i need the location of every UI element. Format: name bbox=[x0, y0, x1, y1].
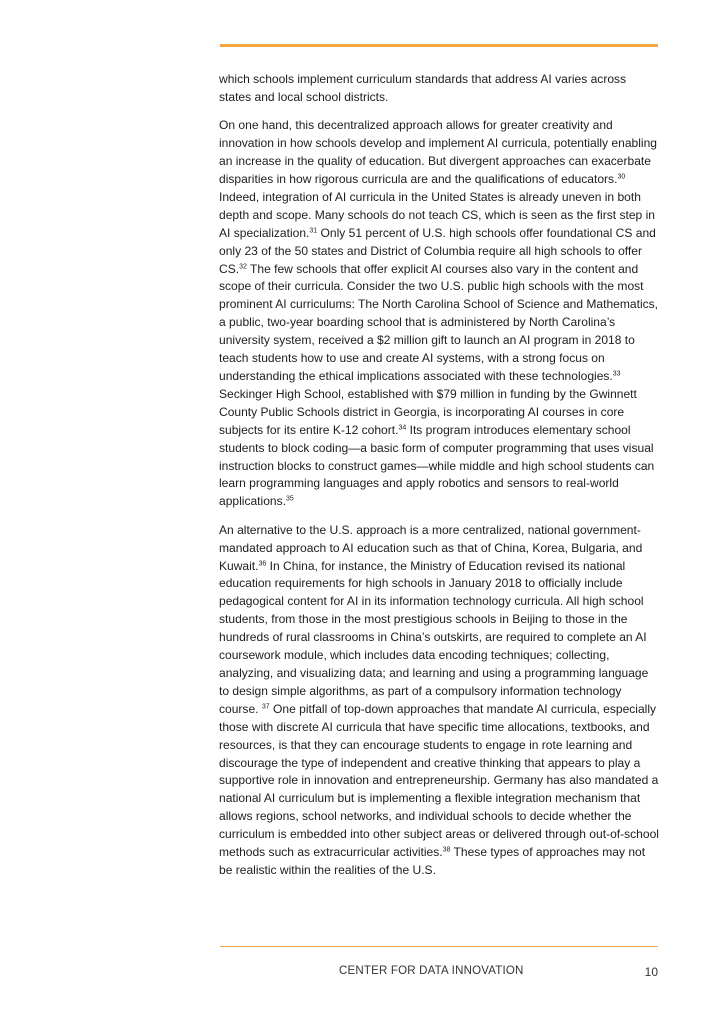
text-run: Indeed, integration of AI curricula in the United States is already uneven in both depth and scope. Many schools do not teach CS, which is seen as the first step in AI specialization. bbox=[219, 189, 655, 240]
footnote-marker: 33 bbox=[612, 370, 621, 378]
footnote-marker: 35 bbox=[285, 495, 294, 503]
footnote-marker: 34 bbox=[398, 424, 407, 432]
text-run: which schools implement curriculum standards that address AI varies across states and local school districts. bbox=[219, 72, 627, 104]
paragraph-2 bbox=[219, 117, 661, 511]
text-run: In China, for instance, the Ministry of Education revised its national education requirements for high schools in January 2018 to officially include pedagogical content for AI in its information technology curricula. All high school students, from those in the most prestigious schools in Beijing to those in the hundreds of rural classrooms in China’s outskirts, are required to complete an AI coursework module, which includes data encoding techniques; collecting, analyzing, and visualizing data; and learning and using a programming language to design simple algorithms, as part of a compulsory information technology course. bbox=[219, 558, 649, 716]
text-run: These types of approaches may not be realistic within the realities of the U.S. bbox=[219, 845, 646, 877]
footnote-marker: 37 bbox=[261, 703, 270, 711]
footnote-marker: 38 bbox=[442, 846, 451, 854]
footer-organization: CENTER FOR DATA INNOVATION bbox=[339, 965, 524, 977]
text-run: Its program introduces elementary school students to block coding—a basic form of computer programming that uses visual instruction blocks to construct games—while middle and high school students can learn programming languages and apply robotics and sensors to real-world applications. bbox=[219, 422, 655, 509]
text-run: An alternative to the U.S. approach is a more centralized, national government-mandated approach to AI education such as that of China, Korea, Bulgaria, and Kuwait. bbox=[219, 522, 643, 573]
text-run: The few schools that offer explicit AI courses also vary in the content and scope of their curricula. Consider the two U.S. public high schools with the most prominent AI curriculums: The North Carolina School of Science and Mathematics, a public, two-year boarding school that is administered by North Carolina’s university system, received a $2 million gift to launch an AI program in 2018 to teach students how to use and create AI systems, with a strong focus on understanding the ethical implications associated with these technologies. bbox=[219, 261, 659, 383]
text-run: Only 51 percent of U.S. high schools offer foundational CS and only 23 of the 50 states and District of Columbia require all high schools to offer CS. bbox=[219, 225, 656, 276]
page-number: 10 bbox=[644, 965, 658, 979]
footer-accent-rule bbox=[220, 946, 658, 947]
footnote-marker: 30 bbox=[617, 173, 626, 181]
paragraph-3 bbox=[219, 522, 661, 880]
header-accent-rule bbox=[220, 44, 658, 47]
footnote-marker: 31 bbox=[309, 227, 318, 235]
footnote-marker: 36 bbox=[258, 560, 267, 568]
body-text bbox=[219, 71, 661, 890]
text-run: Seckinger High School, established with $79 million in funding by the Gwinnett County Public Schools district in Georgia, is incorporating AI courses in core subjects for its entire K-12 cohort. bbox=[219, 386, 637, 437]
text-run: On one hand, this decentralized approach allows for greater creativity and innovation in how schools develop and implement AI curricula, potentially enabling an increase in the quality of education. But divergent approaches can exacerbate disparities in how rigorous curricula are and the qualifications of educators. bbox=[219, 118, 657, 187]
footnote-marker: 32 bbox=[239, 263, 247, 271]
text-run: One pitfall of top-down approaches that mandate AI curricula, especially those with discrete AI curricula that have specific time allocations, textbooks, and resources, is that they can encourage students to engage in rote learning and discourage the type of independent and creative thinking that appears to play a supportive role in innovation and entrepreneurship. Germany has also mandated a national AI curriculum but is implementing a flexible integration mechanism that allows regions, school networks, and individual schools to decide whether the curriculum is embedded into other subject areas or delivered through out-of-school methods such as extracurricular activities. bbox=[219, 701, 659, 860]
paragraph-1 bbox=[219, 71, 661, 107]
